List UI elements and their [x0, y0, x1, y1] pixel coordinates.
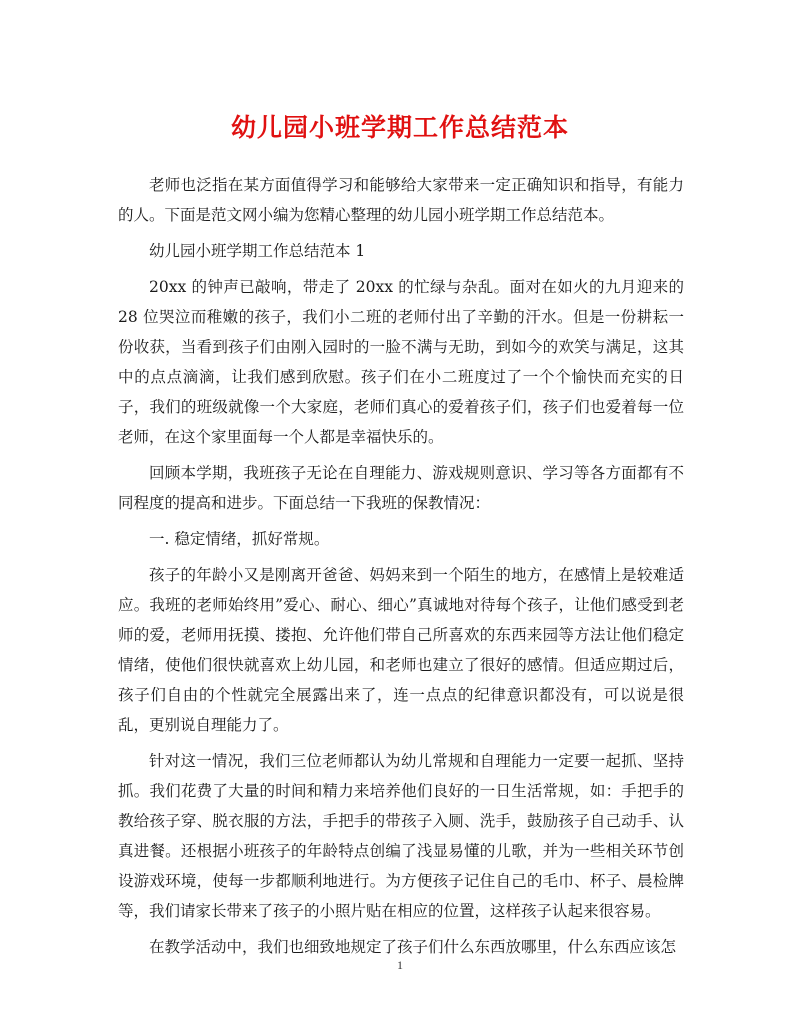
paragraph: 回顾本学期，我班孩子无论在自理能力、游戏规则意识、学习等各方面都有不同程度的提高和进步。下面总结一下我班的保教情况：: [118, 464, 684, 512]
document-title: 幼儿园小班学期工作总结范本: [230, 113, 569, 142]
paragraph: 20xx 的钟声已敲响，带走了 20xx 的忙绿与杂乱。面对在如火的九月迎来的 28 位哭泣而稚嫩的孩子，我们小二班的老师付出了辛勤的汗水。但是一份耕耘一份收获，当看到孩子们由刚入园时的一脸不满与无助，到如今的欢笑与满足，这其中的点点滴滴，让我们感到欣慰。孩子们在小二班度过了一个个愉快而充实的日子，我们的班级就像一个大家庭，老师们真心的爱着孩子们，孩子们也爱着每一位老师，在这个家里面每一个人都是幸福快乐的。: [118, 278, 684, 446]
paragraph: 在教学活动中，我们也细致地规定了孩子们什么东西放哪里，什么东西应该怎: [149, 938, 677, 956]
section-heading: 幼儿园小班学期工作总结范本 1: [149, 242, 366, 260]
subsection-heading: 一. 稳定情绪，抓好常规。: [149, 530, 330, 548]
document-body: [118, 170, 684, 968]
paragraph-intro: 老师也泛指在某方面值得学习和能够给大家带来一定正确知识和指导，有能力的人。下面是范文网小编为您精心整理的幼儿园小班学期工作总结范本。: [118, 176, 684, 224]
paragraph: 孩子的年龄小又是刚离开爸爸、妈妈来到一个陌生的地方，在感情上是较难适应。我班的老师始终用”爱心、耐心、细心”真诚地对待每个孩子，让他们感受到老师的爱，老师用抚摸、搂抱、允许他们带自己所喜欢的东西来园等方法让他们稳定情绪，使他们很快就喜欢上幼儿园，和老师也建立了很好的感情。但适应期过后，孩子们自由的个性就完全展露出来了，连一点点的纪律意识都没有，可以说是很乱，更别说自理能力了。: [118, 566, 684, 734]
page-number: 1: [397, 958, 403, 972]
paragraph: 针对这一情况，我们三位老师都认为幼儿常规和自理能力一定要一起抓、坚持抓。我们花费了大量的时间和精力来培养他们良好的一日生活常规，如：手把手的教给孩子穿、脱衣服的方法，手把手的带孩子入厕、洗手，鼓励孩子自己动手、认真进餐。还根据小班孩子的年龄特点创编了浅显易懂的儿歌，并为一些相关环节创设游戏环境，使每一步都顺利地进行。为方便孩子记住自己的毛巾、杯子、晨检牌等，我们请家长带来了孩子的小照片贴在相应的位置，这样孩子认起来很容易。: [118, 752, 684, 920]
